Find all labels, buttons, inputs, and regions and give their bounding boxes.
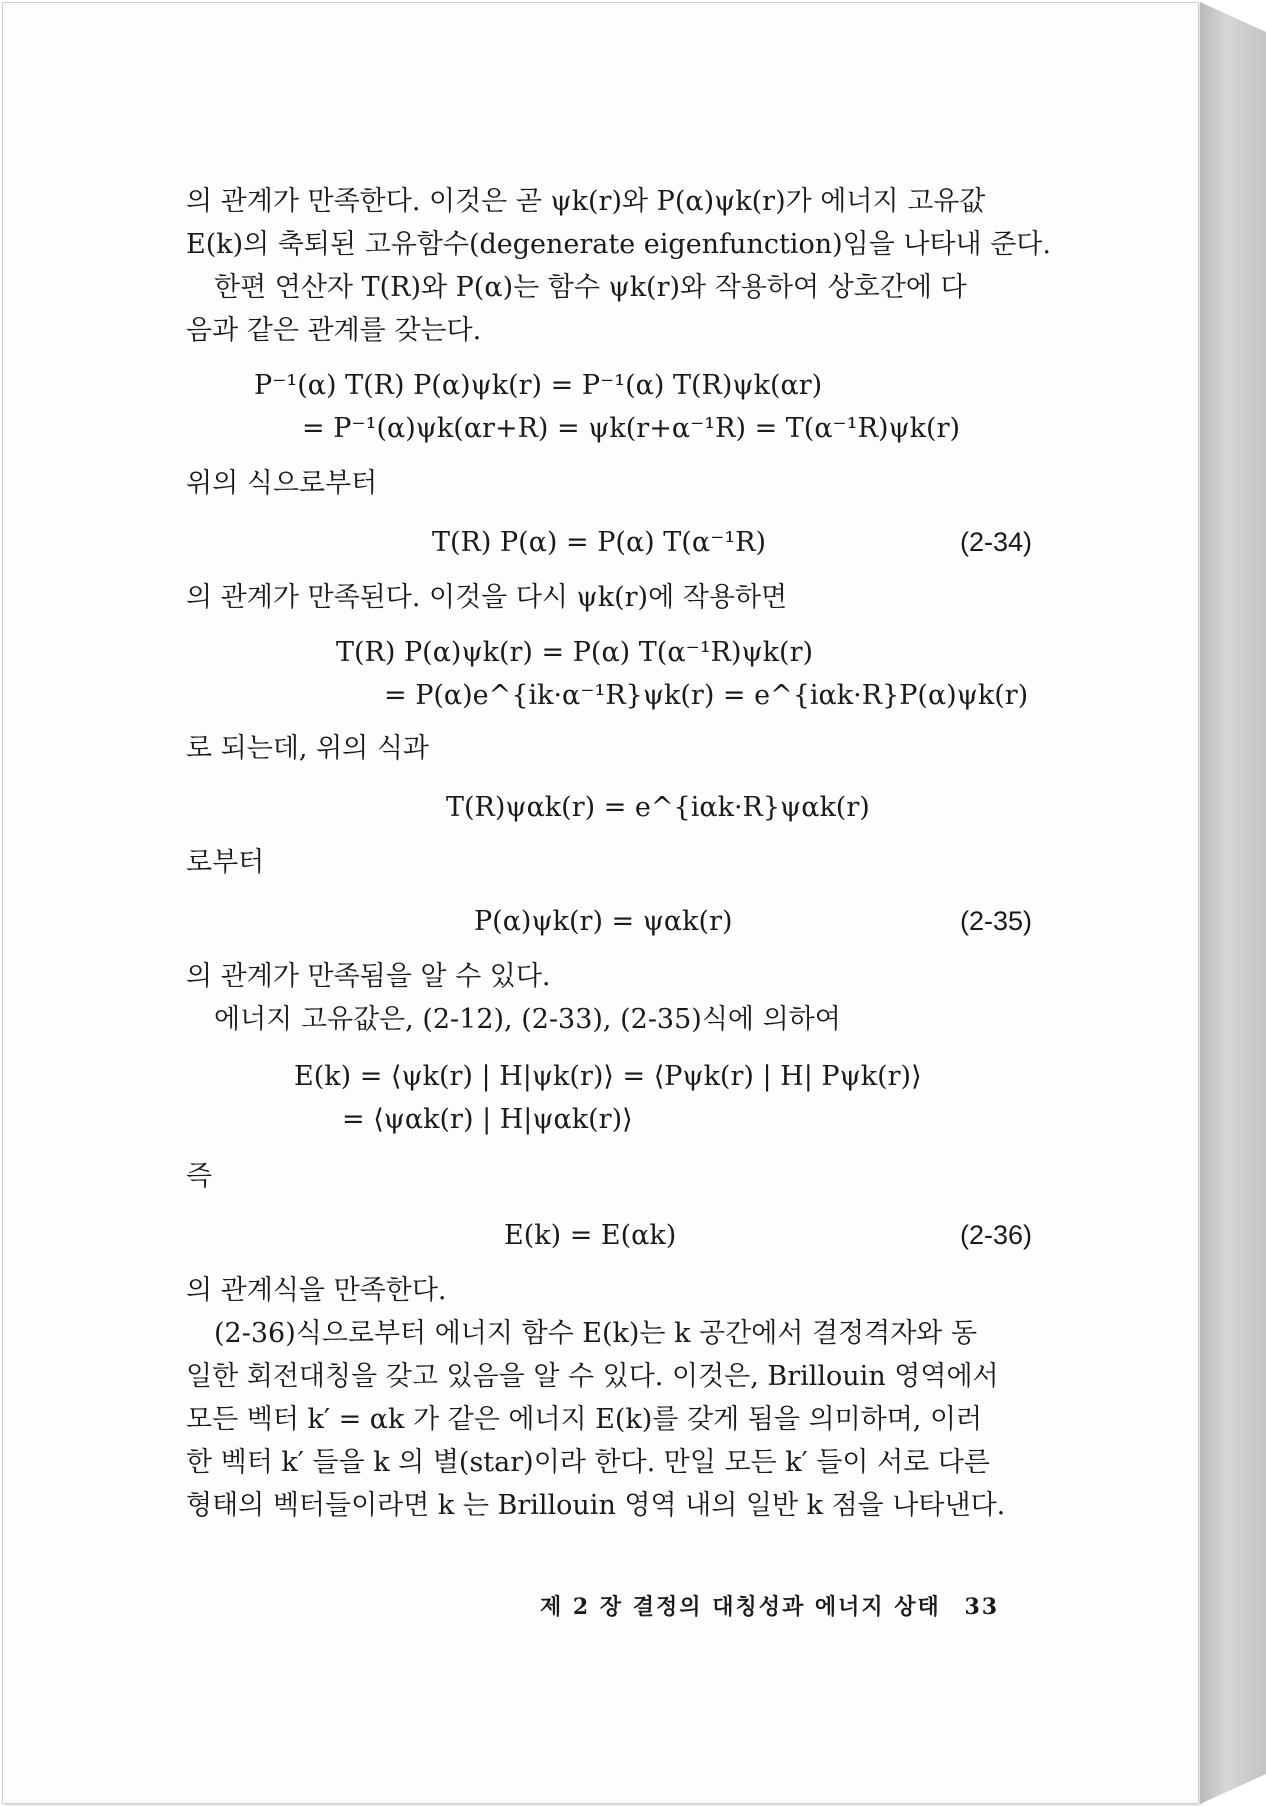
text-from-above: 위의 식으로부터 [186,468,378,499]
text-relation-satisfied: 의 관계가 만족된다. 이것을 다시 ψk(r)에 작용하면 [186,582,788,613]
text-from: 로부터 [186,847,265,878]
paragraph-3-line-4: 한 벡터 k′ 들을 k 의 별(star)이라 한다. 만일 모든 k′ 들이 서로 다른 [186,1447,990,1478]
equation-5-line-2: = ⟨ψαk(r) | H|ψαk(r)⟩ [342,1104,633,1135]
equation-3-line-2: = P(α)e^{ik·α⁻¹R}ψk(r) = e^{iαk·R}P(α)ψk(r) [384,680,1029,711]
paragraph-3-line-5: 형태의 벡터들이라면 k 는 Brillouin 영역 내의 일반 k 점을 나타낸다. [186,1490,1006,1521]
text-namely: 즉 [186,1161,213,1192]
equation-5 [186,1055,1032,1098]
equation-5-continued [186,1098,1032,1141]
equation-1-line-1: P⁻¹(α) T(R) P(α)ψk(r) = P⁻¹(α) T(R)ψk(αr) [254,370,823,401]
page-stack-edge [1200,2,1266,1804]
text-becomes: 로 되는데, 위의 식과 [186,733,429,764]
equation-2-35-number: (2-35) [959,906,1032,936]
equation-4 [186,786,1032,829]
running-head: 제 2 장 결정의 대칭성과 에너지 상태 [540,1594,941,1620]
equation-2-34-body: T(R) P(α) = P(α) T(α⁻¹R) [432,527,767,558]
equation-3 [186,631,1032,674]
paragraph-1-line-2: E(k)의 축퇴된 고유함수(degenerate eigenfunction)임을 나타내 준다. [186,229,1051,260]
paragraph-2-line-2: 음과 같은 관계를 갖는다. [186,315,482,346]
equation-2-35 [186,900,1032,943]
equation-2-35-body: P(α)ψk(r) = ψαk(r) [474,906,733,937]
paragraph-2-line-1: 한편 연산자 T(R)와 P(α)는 함수 ψk(r)와 작용하여 상호간에 다 [214,272,967,303]
page-content [186,180,1051,1527]
text-energy-eigenvalue: 에너지 고유값은, (2-12), (2-33), (2-35)식에 의하여 [214,1004,841,1035]
equation-2-34-number: (2-34) [959,527,1032,557]
paragraph-3-line-1: (2-36)식으로부터 에너지 함수 E(k)는 k 공간에서 결정격자와 동 [214,1318,978,1349]
equation-3-line-1: T(R) P(α)ψk(r) = P(α) T(α⁻¹R)ψk(r) [336,637,814,668]
equation-1-line-2: = P⁻¹(α)ψk(αr+R) = ψk(r+α⁻¹R) = T(α⁻¹R)ψk(r) [302,413,961,444]
equation-2-36 [186,1214,1032,1257]
paragraph-1-line-1: 의 관계가 만족한다. 이것은 곧 ψk(r)와 P(α)ψk(r)가 에너지 고유값 [186,186,986,217]
equation-1 [186,364,1032,407]
equation-1-continued [186,407,1032,450]
equation-4-body: T(R)ψαk(r) = e^{iαk·R}ψαk(r) [446,792,870,823]
page-footer [540,1590,999,1621]
equation-3-continued [186,674,1032,717]
text-satisfies-relation: 의 관계식을 만족한다. [186,1275,447,1306]
equation-2-36-body: E(k) = E(αk) [504,1220,677,1251]
equation-2-36-number: (2-36) [959,1220,1032,1250]
paragraph-3-line-3: 모든 벡터 k′ = αk 가 같은 에너지 E(k)를 갖게 됨을 의미하며, 이러 [186,1404,983,1435]
paragraph-3-line-2: 일한 회전대칭을 갖고 있음을 알 수 있다. 이것은, Brillouin 영역에서 [186,1361,999,1392]
text-can-know: 의 관계가 만족됨을 알 수 있다. [186,961,551,992]
page-number: 33 [964,1594,1000,1620]
equation-5-line-1: E(k) = ⟨ψk(r) | H|ψk(r)⟩ = ⟨Pψk(r) | H| Pψk(r)⟩ [294,1061,922,1092]
equation-2-34 [186,521,1032,564]
